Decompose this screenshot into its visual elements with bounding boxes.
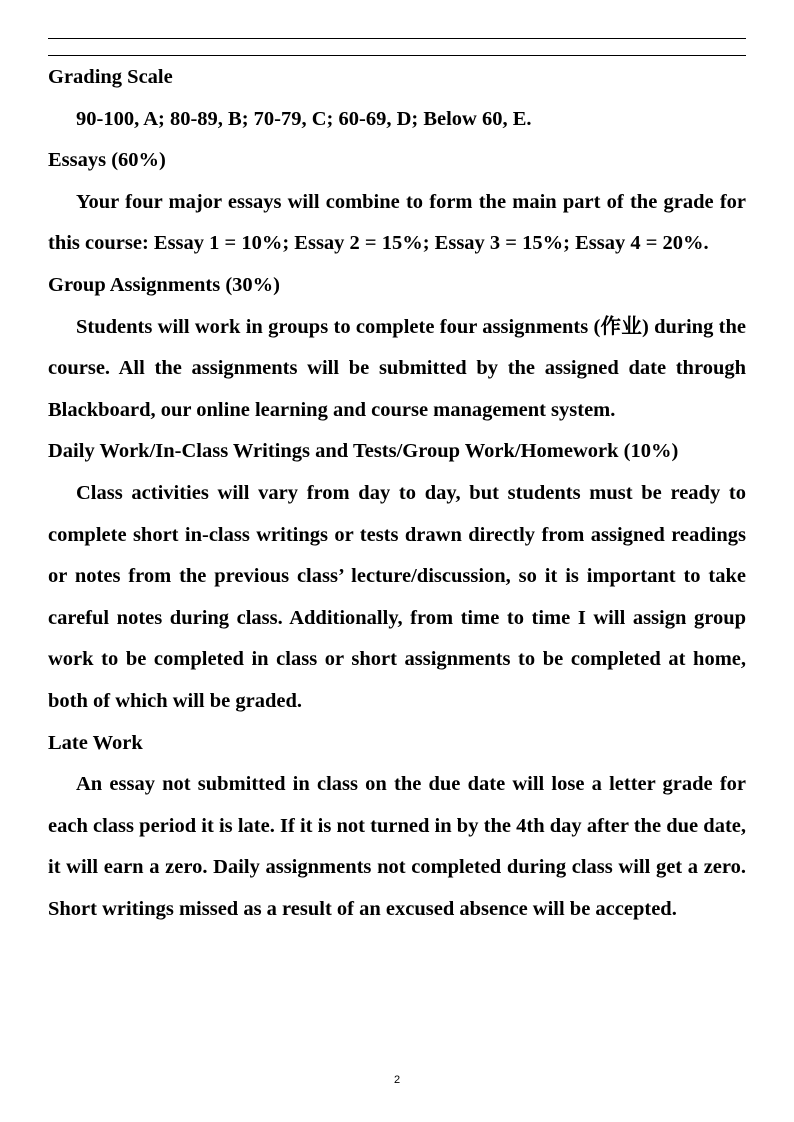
- section-daily-work: [48, 431, 746, 722]
- section-heading: Daily Work/In-Class Writings and Tests/Group Work/Homework (10%): [48, 440, 679, 463]
- section-grading-scale: [48, 57, 746, 140]
- page-number: 2: [393, 1074, 401, 1086]
- section-body: Students will work in groups to complete four assignments (作业) during the course. All the assignments will be submitted by the assigned date through Blackboard, our online learning and course management system.: [48, 315, 746, 421]
- section-essays: [48, 140, 746, 265]
- header-rule-bottom: [48, 55, 746, 56]
- page-content: [48, 57, 746, 930]
- section-heading: Group Assignments (30%): [48, 273, 280, 296]
- section-body: 90-100, A; 80-89, B; 70-79, C; 60-69, D; Below 60, E.: [76, 107, 532, 130]
- section-late-work: [48, 723, 746, 931]
- section-body: Class activities will vary from day to day, but students must be ready to complete short in-class writings or tests drawn directly from assigned readings or notes from the previous class’ lecture/discussion, so it is important to take careful notes during class. Additionally, from time to time I will assign group work to be completed in class or short assignments to be completed at home, both of which will be graded.: [48, 481, 746, 712]
- section-body: Your four major essays will combine to form the main part of the grade for this course: Essay 1 = 10%; Essay 2 = 15%; Essay 3 = 15%; Essay 4 = 20%.: [48, 190, 746, 255]
- section-heading: Essays (60%): [48, 149, 166, 172]
- section-heading: Late Work: [48, 731, 143, 754]
- section-body: An essay not submitted in class on the due date will lose a letter grade for each class period it is late. If it is not turned in by the 4th day after the due date, it will earn a zero. Daily assignments not completed during class will get a zero. Short writings missed as a result of an excused absence will be accepted.: [48, 773, 746, 920]
- section-group-assignments: [48, 265, 746, 431]
- section-heading: Grading Scale: [48, 66, 173, 88]
- header-rule-top: [48, 38, 746, 39]
